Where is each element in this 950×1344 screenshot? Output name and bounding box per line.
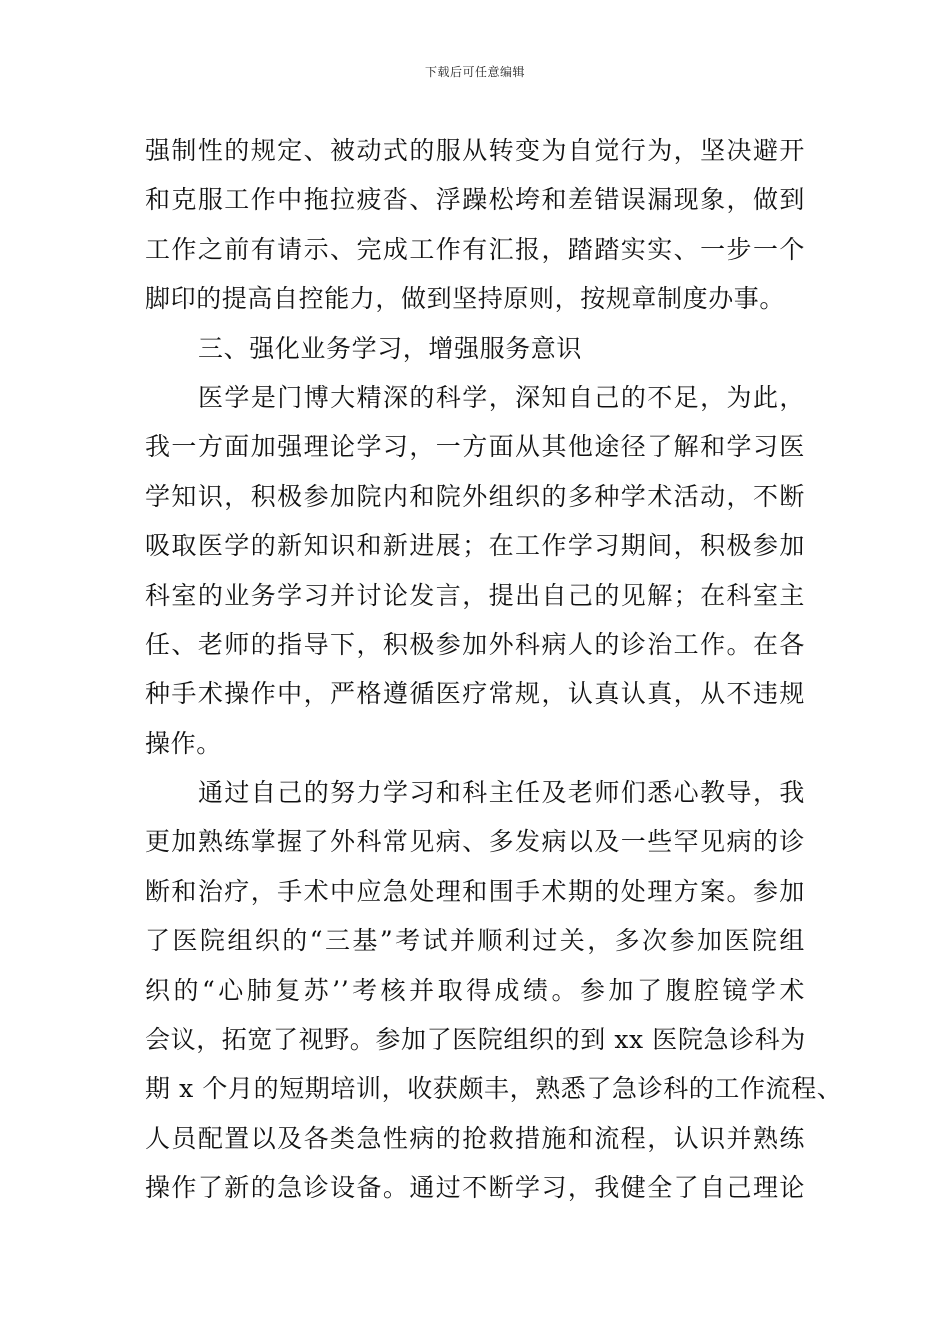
text-line: 科室的业务学习并讨论发言，提出自己的见解；在科室主 <box>145 580 805 610</box>
text-line: 学知识，积极参加院内和院外组织的多种学术活动，不断 <box>145 481 805 511</box>
text-line: 操作。 <box>145 728 222 758</box>
text-line: 工作之前有请示、完成工作有汇报，踏踏实实、一步一个 <box>145 234 805 264</box>
text-line: 期 x 个月的短期培训，收获颇丰，熟悉了急诊科的工作流程、 <box>145 1074 843 1104</box>
section-heading: 三、强化业务学习，增强服务意识 <box>198 333 583 363</box>
text-line: 更加熟练掌握了外科常见病、多发病以及一些罕见病的诊 <box>145 827 805 857</box>
text-line: 通过自己的努力学习和科主任及老师们悉心教导，我 <box>198 778 805 808</box>
document-body <box>145 126 843 1213</box>
text-line: 会议，拓宽了视野。参加了医院组织的到 xx 医院急诊科为 <box>145 1025 806 1055</box>
text-line: 我一方面加强理论学习，一方面从其他途径了解和学习医 <box>145 432 805 462</box>
text-line: 织的“心肺复苏’’考核并取得成绩。参加了腹腔镜学术 <box>145 975 805 1005</box>
page-header: 下载后可任意编辑 <box>424 65 525 79</box>
text-line: 操作了新的急诊设备。通过不断学习，我健全了自己理论 <box>145 1173 805 1203</box>
text-line: 脚印的提高自控能力，做到坚持原则，按规章制度办事。 <box>145 284 786 314</box>
text-line: 人员配置以及各类急性病的抢救措施和流程，认识并熟练 <box>145 1123 805 1153</box>
text-line: 和克服工作中拖拉疲沓、浮躁松垮和差错误漏现象，做到 <box>145 185 805 215</box>
text-line: 断和治疗，手术中应急处理和围手术期的处理方案。参加 <box>145 876 805 906</box>
text-line: 强制性的规定、被动式的服从转变为自觉行为，坚决避开 <box>145 136 805 165</box>
text-line: 任、老师的指导下，积极参加外科病人的诊治工作。在各 <box>145 629 805 659</box>
text-line: 了医院组织的“三基”考试并顺利过关，多次参加医院组 <box>145 926 805 956</box>
text-line: 种手术操作中，严格遵循医疗常规，认真认真，从不违规 <box>145 679 805 709</box>
text-line: 吸取医学的新知识和新进展；在工作学习期间，积极参加 <box>145 531 805 561</box>
text-line: 医学是门博大精深的科学，深知自己的不足，为此， <box>198 382 805 412</box>
